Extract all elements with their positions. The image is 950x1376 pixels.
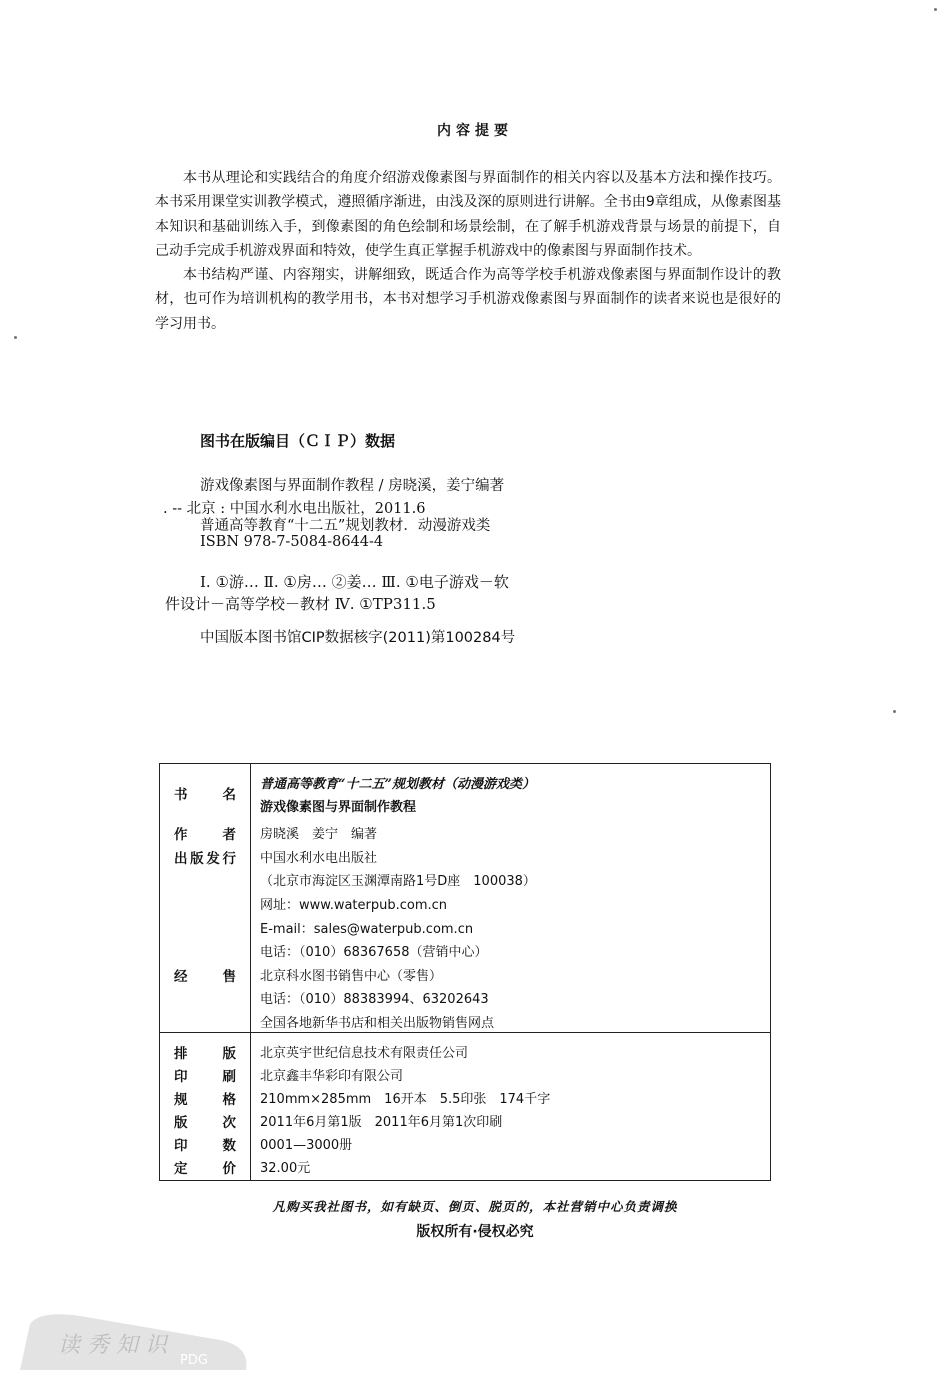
label-typesetting: 排版: [174, 1046, 236, 1062]
value-email: E-mail：sales@waterpub.com.cn: [260, 922, 474, 937]
value-series: 普通高等教育“十二五”规划教材（动漫游戏类）: [260, 777, 535, 792]
cip-line-title: 游戏像素图与界面制作教程 / 房晓溪，姜宁编著: [200, 478, 505, 494]
summary-paragraph-2: 本书结构严谨、内容翔实，讲解细致，既适合作为高等学校手机游戏像素图与界面制作设计的教材，也可作为培训机构的教学用书，本书对想学习手机游戏像素图与界面制作的读者来说也是很好的学习用书。: [155, 267, 781, 332]
watermark-shape: [20, 1310, 250, 1370]
label-price: 定价: [174, 1161, 236, 1177]
value-distribution-network: 全国各地新华书店和相关出版物销售网点: [260, 1016, 495, 1031]
summary-heading: 内容提要: [437, 123, 513, 139]
value-edition: 2011年6月第1版 2011年6月第1次印刷: [260, 1115, 503, 1130]
cip-classification-2: 件设计－高等学校－教材 Ⅳ. ①TP311.5: [165, 595, 436, 613]
value-address: （北京市海淀区玉渊潭南路1号D座 100038）: [260, 874, 536, 889]
value-book-title: 游戏像素图与界面制作教程: [260, 800, 417, 815]
label-print-count: 印数: [174, 1138, 236, 1154]
scan-speck: [893, 710, 896, 713]
cip-line-isbn: ISBN 978-7-5084-8644-4: [200, 534, 384, 550]
value-typesetting: 北京英宇世纪信息技术有限责任公司: [260, 1046, 469, 1061]
summary-body: [155, 166, 781, 336]
label-spec: 规格: [174, 1092, 236, 1108]
value-printer: 北京鑫丰华彩印有限公司: [260, 1069, 404, 1084]
return-policy-note: 凡购买我社图书，如有缺页、倒页、脱页的，本社营销中心负责调换: [272, 1199, 678, 1214]
value-distributor-phone: 电话：（010）88383994、63202643: [260, 992, 489, 1007]
scan-speck: [14, 336, 17, 339]
cip-number: 中国版本图书馆CIP数据核字(2011)第100284号: [200, 630, 516, 646]
scan-speck: [934, 8, 937, 11]
book-info-table: [159, 763, 771, 1181]
cip-line-publisher: . -- 北京 : 中国水利水电出版社，2011.6: [163, 501, 426, 517]
value-publisher: 中国水利水电出版社: [260, 851, 378, 866]
cip-line-series: 普通高等教育“十二五”规划教材．动漫游戏类: [200, 518, 491, 534]
watermark-tag: PDG: [180, 1353, 208, 1368]
value-website: 网址：www.waterpub.com.cn: [260, 898, 448, 913]
cip-heading: 图书在版编目（ＣＩＰ）数据: [200, 432, 396, 450]
value-spec: 210mm×285mm 16开本 5.5印张 174千字: [260, 1092, 551, 1107]
value-phone: 电话：（010）68367658（营销中心）: [260, 945, 488, 960]
watermark: [20, 1310, 250, 1374]
label-publisher: 出版发行: [174, 851, 236, 867]
value-distributor: 北京科水图书销售中心（零售）: [260, 969, 443, 984]
label-author: 作者: [174, 827, 236, 843]
value-print-count: 0001—3000册: [260, 1138, 353, 1153]
label-edition: 版次: [174, 1115, 236, 1131]
summary-paragraph-1: 本书从理论和实践结合的角度介绍游戏像素图与界面制作的相关内容以及基本方法和操作技巧。本书采用课堂实训教学模式，遵照循序渐进，由浅及深的原则进行讲解。全书由9章组成，从像素图基本知识和基础训练入手，到像素图的角色绘制和场景绘制，在了解手机游戏背景与场景的前提下，自己动手完成手机游戏界面和特效，使学生真正掌握手机游戏中的像素图与界面制作技术。: [155, 170, 781, 259]
watermark-chars: 读 秀 知 识: [58, 1333, 167, 1358]
cip-classification-1: Ⅰ. ①游… Ⅱ. ①房… ②姜… Ⅲ. ①电子游戏－软: [200, 573, 509, 591]
value-author: 房晓溪 姜宁 编著: [260, 827, 378, 842]
table-column-divider: [250, 764, 251, 1180]
label-printing: 印刷: [174, 1069, 236, 1085]
value-price: 32.00元: [260, 1161, 311, 1176]
table-row-divider: [160, 1032, 770, 1033]
copyright-notice: 版权所有·侵权必究: [416, 1224, 534, 1240]
label-book-name: 书名: [174, 787, 236, 803]
label-distribution: 经售: [174, 969, 236, 985]
